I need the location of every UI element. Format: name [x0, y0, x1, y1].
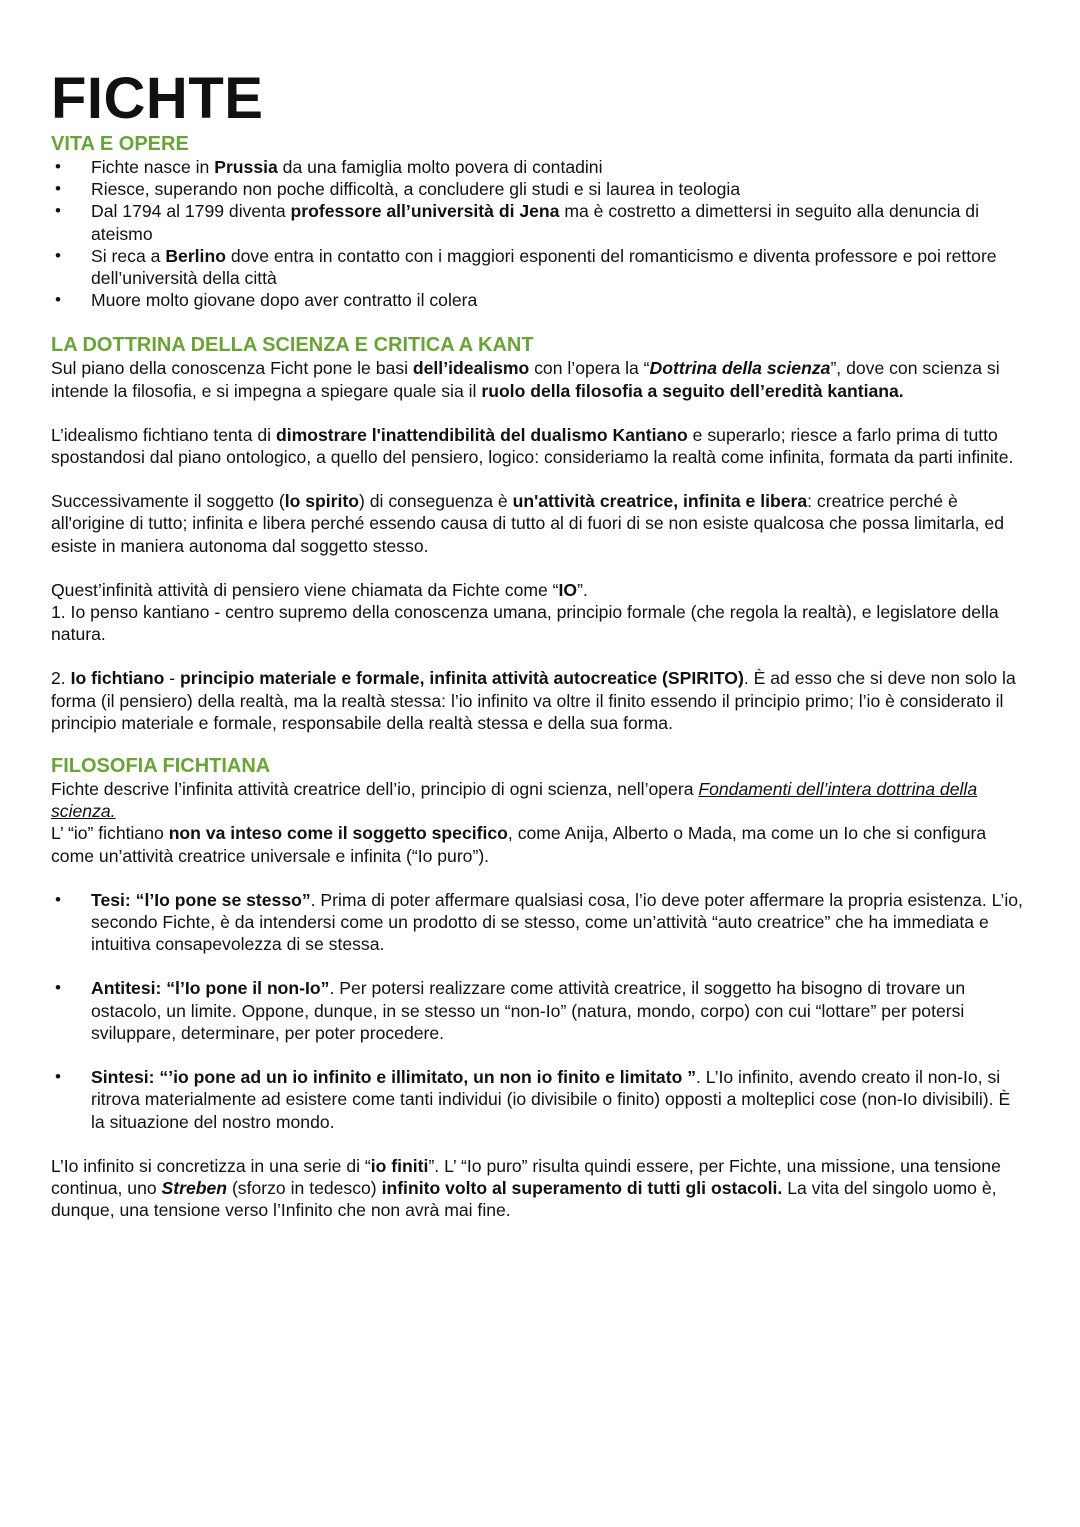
- section-heading-vita: VITA E OPERE: [51, 133, 189, 155]
- list-item: • Dal 1794 al 1799 diventa professore all’università di Jena ma è costretto a dimettersi in seguito alla denuncia di ateismo: [51, 200, 1028, 244]
- list-item: • Antitesi: “l’Io pone il non-Io”. Per potersi realizzare come attività creatrice, il soggetto ha bisogno di trovare un ostacolo, un limite. Oppone, dunque, in se stesso un “non-Io” (natura, mondo, corpo) con cui “lottare” per potersi sviluppare, determinare, per poter procedere.: [51, 977, 1028, 1044]
- paragraph: 1. Io penso kantiano - centro supremo della conoscenza umana, principio formale (che regola la realtà), e legislatore della natura.: [51, 602, 999, 645]
- vita-list: [51, 156, 1028, 311]
- list-item: • Riesce, superando non poche difficoltà, a concludere gli studi e si laurea in teologia: [51, 178, 1028, 200]
- list-spacer: [51, 1044, 1028, 1066]
- paragraph: Quest’infinità attività di pensiero viene chiamata da Fichte come “IO”.: [51, 579, 588, 600]
- list-item: • Si reca a Berlino dove entra in contatto con i maggiori esponenti del romanticismo e diventa professore e poi rettore dell’università della città: [51, 245, 1028, 289]
- list-item: • Fichte nasce in Prussia da una famiglia molto povera di contadini: [51, 156, 1028, 178]
- list-item: • Tesi: “l’Io pone se stesso”. Prima di poter affermare qualsiasi cosa, l’io deve poter affermare la propria esistenza. L’io, secondo Fichte, è da intendersi come un prodotto di se stesso, come un’attività “auto creatrice” che ha immediata e intuitiva consapevolezza di se stessa.: [51, 889, 1028, 956]
- paragraph: L’Io infinito si concretizza in una serie di “io finiti”. L’ “Io puro” risulta quindi essere, per Fichte, una missione, una tensione continua, uno Streben (sforzo in tedesco) infinito volto al superamento di tutti gli ostacoli. La vita del singolo uomo è, dunque, una tensione verso l’Infinito che non avrà mai fine.: [51, 1155, 1001, 1221]
- list-item: • Sintesi: “’io pone ad un io infinito e illimitato, un non io finito e limitato ”. L’Io infinito, avendo creato il non-Io, si ritrova materialmente ad esistere come tanti individui (io divisibile o finito) opposti a molteplici cose (non-Io divisibili). È la situazione del nostro mondo.: [51, 1066, 1028, 1133]
- page-title: FICHTE: [51, 66, 264, 131]
- paragraph: L’ “io” fichtiano non va inteso come il soggetto specifico, come Anija, Alberto o Mada, ma come un Io che si configura come un’attività creatrice universale e infinita (“Io puro”).: [51, 823, 987, 866]
- list-item: • Muore molto giovane dopo aver contratto il colera: [51, 289, 1028, 311]
- paragraph: Fichte descrive l’infinita attività creatrice dell’io, principio di ogni scienza, nell’opera Fondamenti dell’intera dottrina della scienza.: [51, 779, 978, 822]
- dialectic-list: [51, 889, 1028, 1133]
- paragraph: 2. Io fichtiano - principio materiale e formale, infinita attività autocreatice (SPIRITO). È ad esso che si deve non solo la forma (il pensiero) della realtà, ma la realtà stessa: l’io infinito va oltre il finito essendo il principio primo; l’io è considerato il principio materiale e formale, responsabile della realtà stessa e della sua forma.: [51, 668, 1016, 733]
- paragraph: Successivamente il soggetto (lo spirito) di conseguenza è un'attività creatrice, infinita e libera: creatrice perché è all'origine di tutto; infinita e libera perché essendo causa di tutto al di fuori di se non esiste qualcosa che possa limitarla, ed esiste in maniera autonoma dal soggetto stesso.: [51, 491, 1005, 556]
- section-heading-filosofia: FILOSOFIA FICHTIANA: [51, 755, 271, 778]
- section-heading-dottrina: LA DOTTRINA DELLA SCIENZA E CRITICA A KANT: [51, 334, 534, 357]
- paragraph: L’idealismo fichtiano tenta di dimostrare l'inattendibilità del dualismo Kantiano e superarlo; riesce a farlo prima di tutto spostandosi dal piano ontologico, a quello del pensiero, logico: consideriamo la realtà come infinita, formata da parti infinite.: [51, 424, 1014, 468]
- paragraph: Sul piano della conoscenza Ficht pone le basi dell’idealismo con l’opera la “Dottrina della scienza”, dove con scienza si intende la filosofia, e si impegna a spiegare quale sia il ruolo della filosofia a seguito dell’eredità kantiana.: [51, 358, 1000, 401]
- list-spacer: [51, 955, 1028, 977]
